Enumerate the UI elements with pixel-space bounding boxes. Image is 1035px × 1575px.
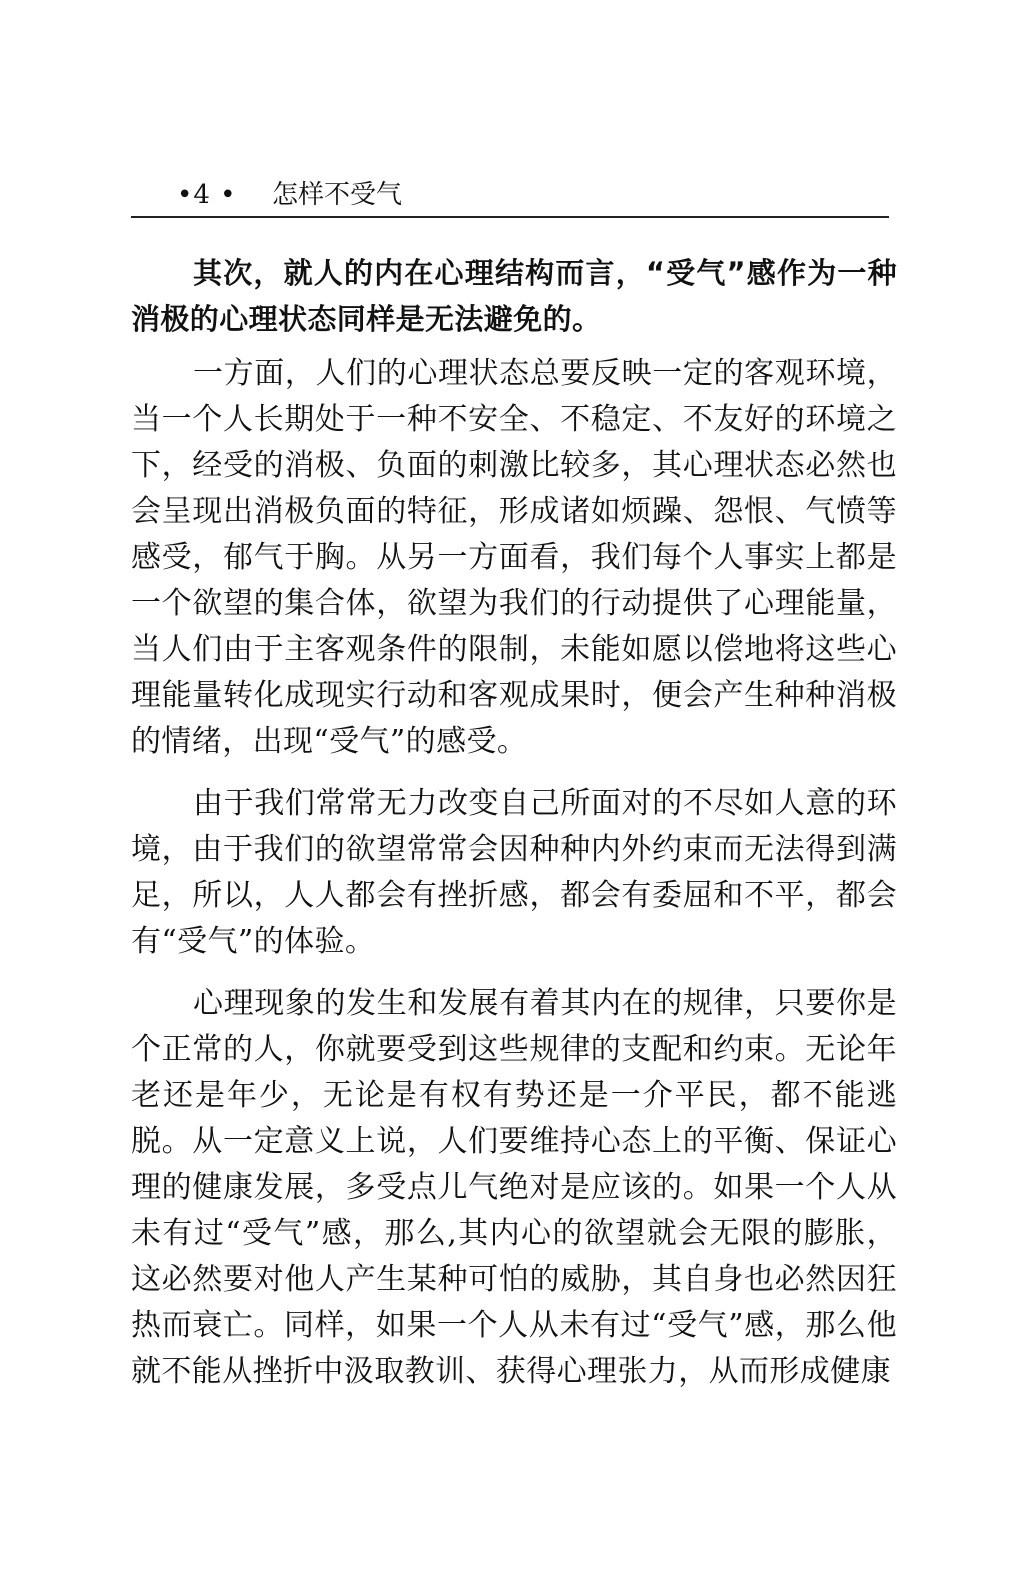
body-text — [131, 250, 897, 1395]
body-paragraph: 心理现象的发生和发展有着其内在的规律，只要你是个正常的人，你就要受到这些规律的支配和约束。无论年老还是年少，无论是有权有势还是一介平民，都不能逃脱。从一定意义上说，人们要维持心态上的平衡、保证心理的健康发展，多受点儿气绝对是应该的。如果一个人从未有过“受气”感，那么,其内心的欲望就会无限的膨胀，这必然要对他人产生某种可怕的威胁，其自身也必然因狂热而衰亡。同样，如果一个人从未有过“受气”感，那么他就不能从挫折中汲取教训、获得心理张力，从而形成健康 — [131, 986, 897, 1389]
body-paragraph: 一方面，人们的心理状态总要反映一定的客观环境，当一个人长期处于一种不安全、不稳定、不友好的环境之下，经受的消极、负面的刺激比较多，其心理状态必然也会呈现出消极负面的特征，形成诸如烦躁、怨恨、气愤等感受，郁气于胸。从另一方面看，我们每个人事实上都是一个欲望的集合体，欲望为我们的行动提供了心理能量，当人们由于主客观条件的限制，未能如愿以偿地将这些心理能量转化成现实行动和客观成果时，便会产生种种消极的情绪，出现“受气”的感受。 — [131, 356, 897, 759]
lead-paragraph: 其次，就人的内在心理结构而言，“受气”感作为一种消极的心理状态同样是无法避免的。 — [131, 256, 897, 336]
page-header — [131, 176, 889, 218]
running-title: 怎样不受气 — [272, 180, 403, 210]
page-number: •4 • — [177, 180, 237, 210]
body-paragraph: 由于我们常常无力改变自己所面对的不尽如人意的环境，由于我们的欲望常常会因种种内外约束而无法得到满足，所以，人人都会有挫折感，都会有委屈和不平，都会有“受气”的体验。 — [131, 786, 897, 959]
